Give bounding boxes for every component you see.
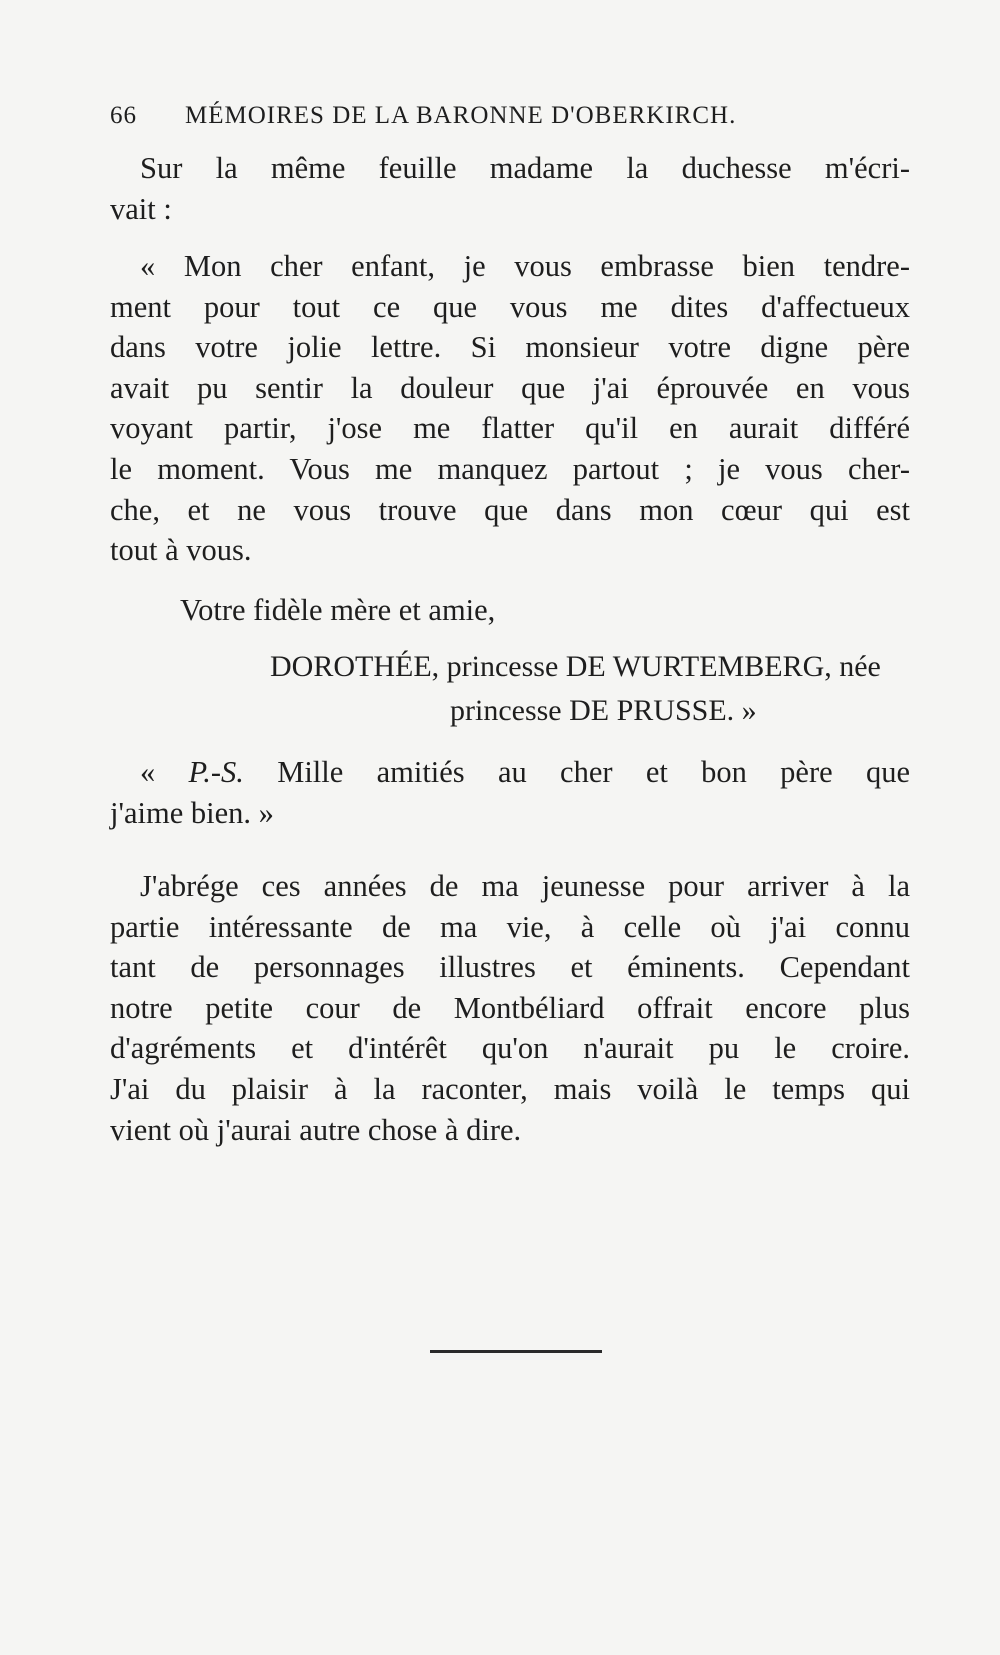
running-title: MÉMOIRES DE LA BARONNE D'OBERKIRCH. — [185, 102, 737, 129]
text-line — [110, 752, 910, 793]
text-line: tout à vous. — [110, 533, 252, 568]
text-line: Votre fidèle mère et amie, — [180, 593, 496, 627]
text-line: « Mon cher enfant, je vous embrasse bien tendre- — [140, 249, 910, 283]
open-quote: « — [140, 755, 189, 789]
signature-line: DOROTHÉE, princesse DE WURTEMBERG, née — [270, 650, 881, 683]
text-line: vait : — [110, 191, 172, 226]
text-line: vient où j'aurai autre chose à dire. — [110, 1112, 522, 1147]
intro-paragraph — [110, 148, 910, 229]
text-line: notre petite cour de Montbéliard offrait encore plus — [110, 990, 910, 1025]
text-line: J'abrége ces années de ma jeunesse pour arriver à la — [140, 869, 910, 903]
text-line: le moment. Vous me manquez partout ; je vous cher- — [110, 451, 910, 486]
signature-line: princesse DE PRUSSE. » — [450, 694, 757, 727]
end-of-section-rule — [430, 1350, 602, 1353]
postscript-label: P.-S. — [188, 755, 244, 789]
text-line: voyant partir, j'ose me flatter qu'il en aurait différé — [110, 411, 910, 446]
closing-paragraph — [110, 866, 910, 1150]
text-line: che, et ne vous trouve que dans mon cœur qui est — [110, 492, 910, 527]
text-line: partie intéressante de ma vie, à celle où j'ai connu — [110, 909, 910, 944]
postscript-text: Mille amitiés au cher et bon père que — [243, 755, 910, 789]
text-line: j'aime bien. » — [110, 795, 274, 830]
text-line: d'agréments et d'intérêt qu'on n'aurait pu le croire. — [110, 1031, 910, 1066]
text-line: Sur la même feuille madame la duchesse m'écri- — [140, 151, 910, 185]
running-header — [110, 102, 920, 130]
text-line: tant de personnages illustres et éminents. Cependant — [110, 950, 910, 985]
text-line: ment pour tout ce que vous me dites d'affectueux — [110, 289, 910, 324]
letter-closing — [180, 590, 495, 631]
text-line: avait pu sentir la douleur que j'ai éprouvée en vous — [110, 370, 910, 405]
text-line: J'ai du plaisir à la raconter, mais voilà le temps qui — [110, 1071, 910, 1106]
letter-body — [110, 246, 910, 571]
text-line: dans votre jolie lettre. Si monsieur votre digne père — [110, 330, 910, 365]
page-number: 66 — [110, 102, 137, 129]
postscript — [110, 752, 910, 833]
